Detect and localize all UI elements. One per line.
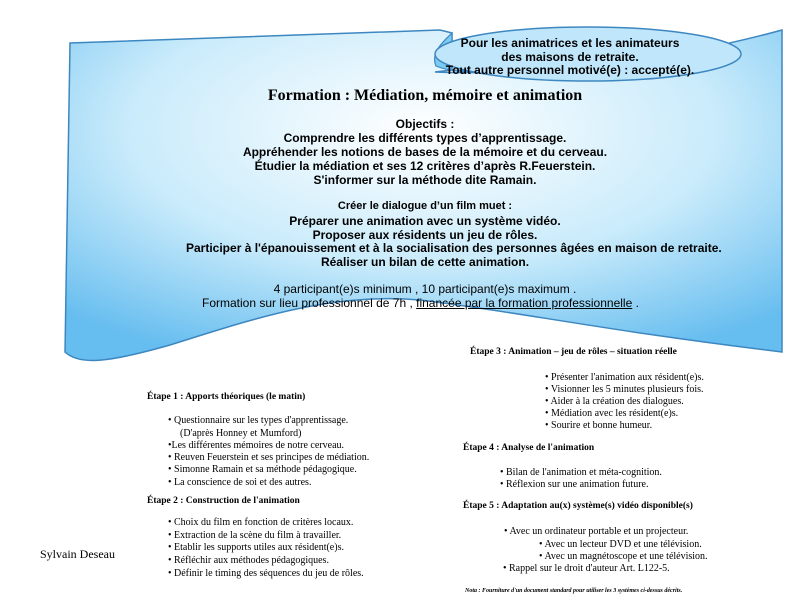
objective-line: Comprendre les différents types d’apprentissage. (283, 131, 567, 145)
formation-text (202, 296, 639, 310)
formation-prefix: Formation sur lieu professionnel de 7h , (202, 296, 413, 310)
step4-item: • Bilan de l'animation et méta-cognition. (500, 467, 662, 478)
step3-item: • Visionner les 5 minutes plusieurs fois. (545, 384, 704, 395)
step2-item: • Définir le timing des séquences du jeu de rôles. (168, 568, 364, 579)
step5-item: • Rappel sur le droit d'auteur Art. L122-5. (503, 563, 670, 574)
objective-line: Appréhender les notions de bases de la mémoire et du cerveau. (242, 145, 608, 159)
step2-item: • Choix du film en fonction de critères locaux. (168, 517, 354, 528)
step1-item: • La conscience de soi et des autres. (168, 477, 312, 488)
step3-item: • Médiation avec les résident(e)s. (545, 408, 679, 419)
step5-item: • Avec un lecteur DVD et une télévision. (539, 539, 702, 550)
step5-item: • Avec un ordinateur portable et un projecteur. (504, 526, 689, 537)
step5-title: Étape 5 : Adaptation au(x) système(s) vidéo disponible(s) (463, 501, 693, 511)
step3-item: • Sourire et bonne humeur. (545, 420, 653, 431)
film-line: Participer à l'épanouissement et à la socialisation des personnes âgées en maison de retraite. (186, 241, 722, 255)
banner-body (65, 30, 782, 360)
film-line: Proposer aux résidents un jeu de rôles. (312, 228, 538, 242)
step1-item: • Simonne Ramain et sa méthode pédagogique. (168, 464, 357, 475)
step3-item: • Présenter l'animation aux résident(e)s. (545, 372, 704, 383)
step3-item: • Aider à la création des dialogues. (545, 396, 684, 407)
formation-suffix: . (635, 296, 639, 310)
step4-item: • Réflexion sur une animation future. (500, 479, 649, 490)
step4-title: Étape 4 : Analyse de l'animation (463, 443, 595, 453)
formation-funding-link[interactable]: financée par la formation professionnelle (416, 296, 633, 310)
film-heading: Créer le dialogue d’un film muet : (337, 200, 513, 212)
step1-item: • Questionnaire sur les types d'apprentissage. (168, 415, 349, 426)
author-name: Sylvain Deseau (40, 547, 115, 561)
step2-item: • Réfléchir aux méthodes pédagogiques. (168, 555, 329, 566)
page-title: Formation : Médiation, mémoire et animation (267, 87, 583, 104)
audience-line: Tout autre personnel motivé(e) : accepté(e). (445, 63, 695, 77)
step5-item: • Avec un magnétoscope et une télévision. (539, 551, 708, 562)
audience-line: Pour les animatrices et les animateurs (460, 36, 680, 50)
participants-text: 4 participant(e)s minimum , 10 participant(e)s maximum . (273, 282, 577, 296)
footnote: Nota : Fourniture d'un document standard pour utiliser les 3 systèmes ci-dessus décrits. (465, 588, 683, 594)
step1-item: • Reuven Feuerstein et ses principes de médiation. (168, 452, 370, 463)
step2-item: • Etablir les supports utiles aux résident(e)s. (168, 542, 344, 553)
audience-line: des maisons de retraite. (501, 49, 639, 64)
objective-line: S'informer sur la méthode dite Ramain. (313, 173, 537, 187)
film-line: Réaliser un bilan de cette animation. (320, 255, 530, 269)
objective-line: Étudier la médiation et ses 12 critères d’après R.Feuerstein. (254, 159, 596, 173)
step2-item: • Extraction de la scène du film à travailler. (168, 530, 342, 541)
step1-item: (D'après Honney et Mumford) (180, 428, 302, 439)
step1-title: Étape 1 : Apports théoriques (le matin) (147, 392, 306, 402)
objectives-heading: Objectifs : (395, 117, 455, 131)
audience-text (420, 37, 720, 78)
film-line: Préparer une animation avec un système vidéo. (289, 214, 561, 228)
step2-title: Étape 2 : Construction de l'animation (147, 496, 300, 506)
step1-item: •Les différentes mémoires de notre cerveau. (168, 440, 345, 451)
step3-title: Étape 3 : Animation – jeu de rôles – situation réelle (470, 347, 677, 357)
